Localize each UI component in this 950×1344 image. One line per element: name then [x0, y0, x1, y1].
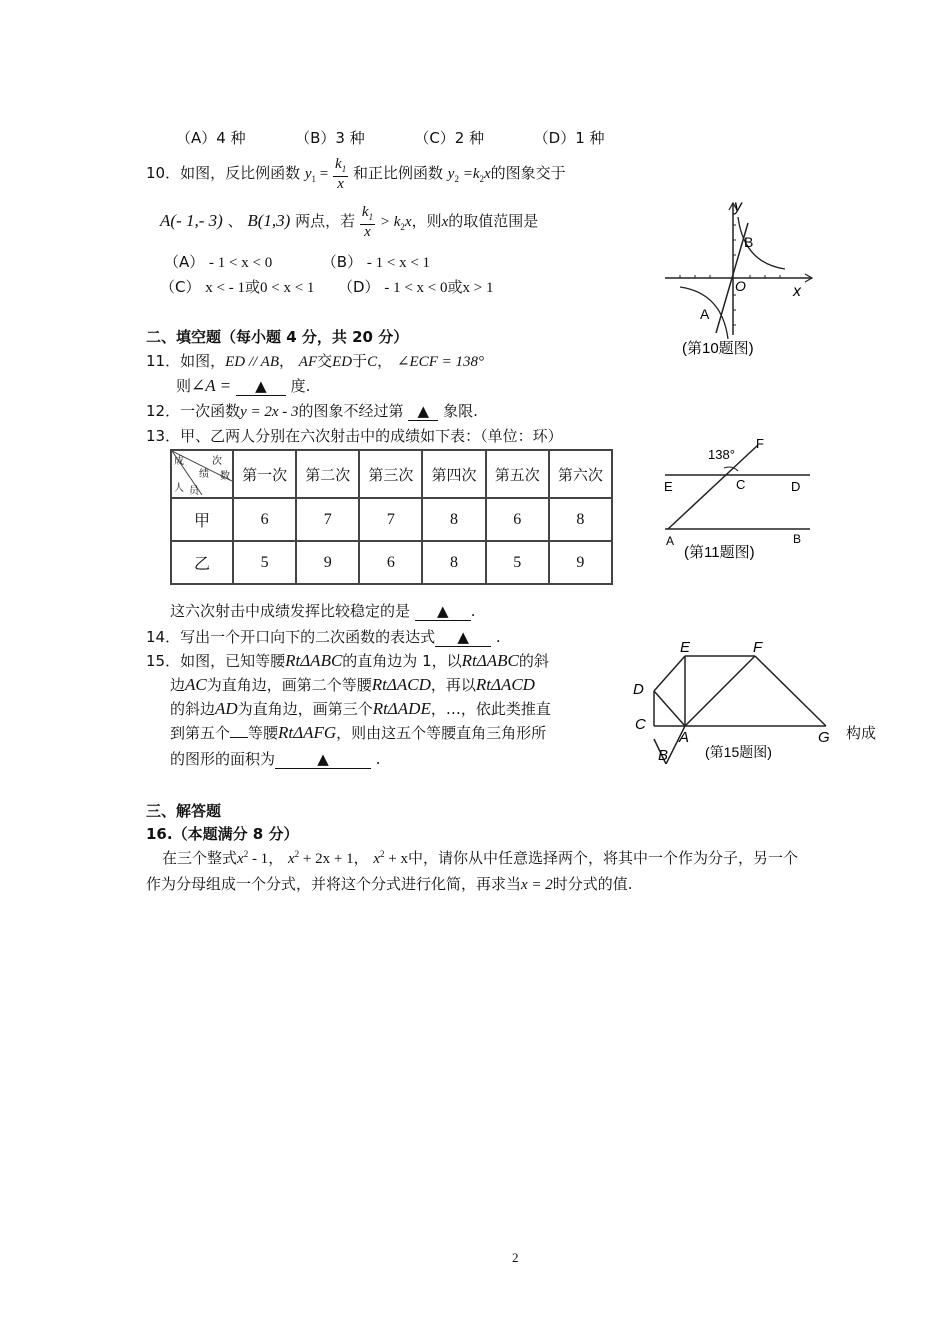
score-cell: 7 [296, 498, 359, 541]
point-b-label: B [793, 532, 802, 546]
q16-line2: 作为分母组成一个分式，并将这个分式进行化简，再求当x = 2时分式的值. [146, 875, 633, 893]
score-cell: 9 [296, 541, 359, 584]
x-label: x [793, 283, 801, 300]
header-cell: 第三次 [359, 450, 422, 498]
score-cell: 5 [486, 541, 549, 584]
figure-10 [660, 195, 820, 365]
q15-answer-blank[interactable]: ▲ [275, 750, 371, 769]
figure-15 [628, 636, 843, 764]
score-cell: 8 [549, 498, 612, 541]
q13-stem: 13．甲、乙两人分别在六次射击中的成绩如下表：（单位：环） [146, 427, 563, 445]
header-cell: 第五次 [486, 450, 549, 498]
angle-label: 138° [708, 447, 735, 462]
q12: 12．一次函数y = 2x - 3的图象不经过第 ▲ 象限. [146, 402, 478, 420]
header-cell: 第二次 [296, 450, 359, 498]
q9-option-b: （B）3 种 [295, 129, 365, 147]
point-a-label: A [700, 306, 710, 322]
score-cell: 6 [359, 541, 422, 584]
point-b-label: B [658, 747, 669, 764]
q15-gou: 构成 [846, 724, 877, 742]
point-c-label: C [635, 716, 646, 733]
q9-option-c: （C）2 种 [414, 129, 485, 147]
point-c-label: C [736, 477, 746, 492]
point-a-label: A [679, 729, 690, 746]
score-cell: 5 [233, 541, 296, 584]
q15-line4: 到第五个 等腰RtΔAFG，则由这五个等腰直角三角形所 [170, 723, 547, 742]
row-name: 甲 [171, 498, 233, 541]
figure-10-caption: (第10题图) [682, 340, 754, 357]
table-row [171, 541, 612, 584]
q14-answer-blank[interactable]: ▲ [435, 628, 491, 647]
score-cell: 6 [233, 498, 296, 541]
score-cell: 8 [422, 498, 485, 541]
q10-options-ab: （A） - 1 < x < 0 （B） - 1 < x < 1 [164, 253, 431, 271]
table-corner-cell: 次 数 成 绩 人 员 [171, 450, 233, 498]
point-e-label: E [664, 479, 673, 494]
header-cell: 第一次 [233, 450, 296, 498]
y-label: y [734, 198, 742, 215]
q12-answer-blank[interactable]: ▲ [408, 402, 438, 421]
row-name: 乙 [171, 541, 233, 584]
edge-fa [685, 656, 755, 726]
edge-de [654, 656, 685, 691]
point-g-label: G [818, 729, 830, 746]
point-e-label: E [680, 639, 691, 656]
q13-answer-blank[interactable]: ▲ [415, 602, 471, 621]
q16-line1: 在三个整式$x^2 - 1$， $x^2 + 2x + 1$， $x^2 + x$中，请你从中任意选择两个，将其中一个作为分子，另一个 [162, 849, 799, 867]
point-d-label: D [633, 681, 644, 698]
q15-line3: 的斜边AD为直角边，画第三个RtΔADE，…，依此类推直 [170, 699, 551, 718]
figure-11-caption: (第11题图) [684, 544, 755, 561]
table-row [171, 498, 612, 541]
q15-line1: 15．如图，已知等腰RtΔABC的直角边为 1，以RtΔABC的斜 [146, 651, 549, 670]
q10-line1: 10．如图，反比例函数 $y_1$ = $\frac{k_1}{x}$ 和正比例函数 $y_2 =k_2x$的图象交于 [146, 155, 566, 192]
figure-11 [660, 433, 820, 565]
q16-title: 16.（本题满分 8 分） [146, 825, 299, 843]
point-b-label: B [744, 234, 754, 250]
q13-question: 这六次射击中成绩发挥比较稳定的是 ▲ . [170, 602, 476, 620]
point-d-label: D [791, 479, 801, 494]
score-cell: 6 [486, 498, 549, 541]
point-f-label: F [753, 639, 763, 656]
q9-option-d: （D）1 种 [533, 129, 605, 147]
q9-option-a: （A）4 种 [176, 129, 246, 147]
score-table [170, 449, 613, 585]
q10-line2: A(- 1,- 3) 、 B(1,3) 两点，若 $\frac{k_1}{x}$ > $k_2x$，则x的取值范围是 [160, 203, 539, 240]
q9-options [176, 127, 605, 148]
header-cell: 第四次 [422, 450, 485, 498]
q14: 14．写出一个开口向下的二次函数的表达式 ▲ . [146, 628, 501, 646]
q11-line2: 则∠A = ▲ 度. [176, 376, 311, 395]
score-cell: 8 [422, 541, 485, 584]
edge-fg [755, 656, 826, 726]
q11-line1: 11．如图，ED // AB， AF交ED于C， ∠ECF = 138° [146, 352, 484, 370]
section-2-heading: 二、填空题（每小题 4 分，共 20 分） [146, 328, 409, 346]
q15-line5: 的图形的面积为 ▲ . [170, 750, 381, 768]
axis-ticks [680, 225, 780, 325]
section-3-heading: 三、解答题 [146, 802, 222, 820]
q11-answer-blank[interactable]: ▲ [236, 377, 286, 396]
page-number: 2 [512, 1250, 519, 1265]
edge-da [654, 691, 685, 726]
figure-15-caption: (第15题图) [705, 744, 772, 760]
q10-options-cd: （C） x < - 1或0 < x < 1 （D） - 1 < x < 0或x > 1 [160, 278, 494, 296]
q15-line2: 边AC为直角边，画第二个等腰RtΔACD，再以RtΔACD [170, 675, 535, 694]
point-f-label: F [756, 436, 764, 451]
origin-label: O [735, 278, 746, 294]
header-cell: 第六次 [549, 450, 612, 498]
score-cell: 7 [359, 498, 422, 541]
point-a-label: A [666, 534, 675, 548]
score-cell: 9 [549, 541, 612, 584]
